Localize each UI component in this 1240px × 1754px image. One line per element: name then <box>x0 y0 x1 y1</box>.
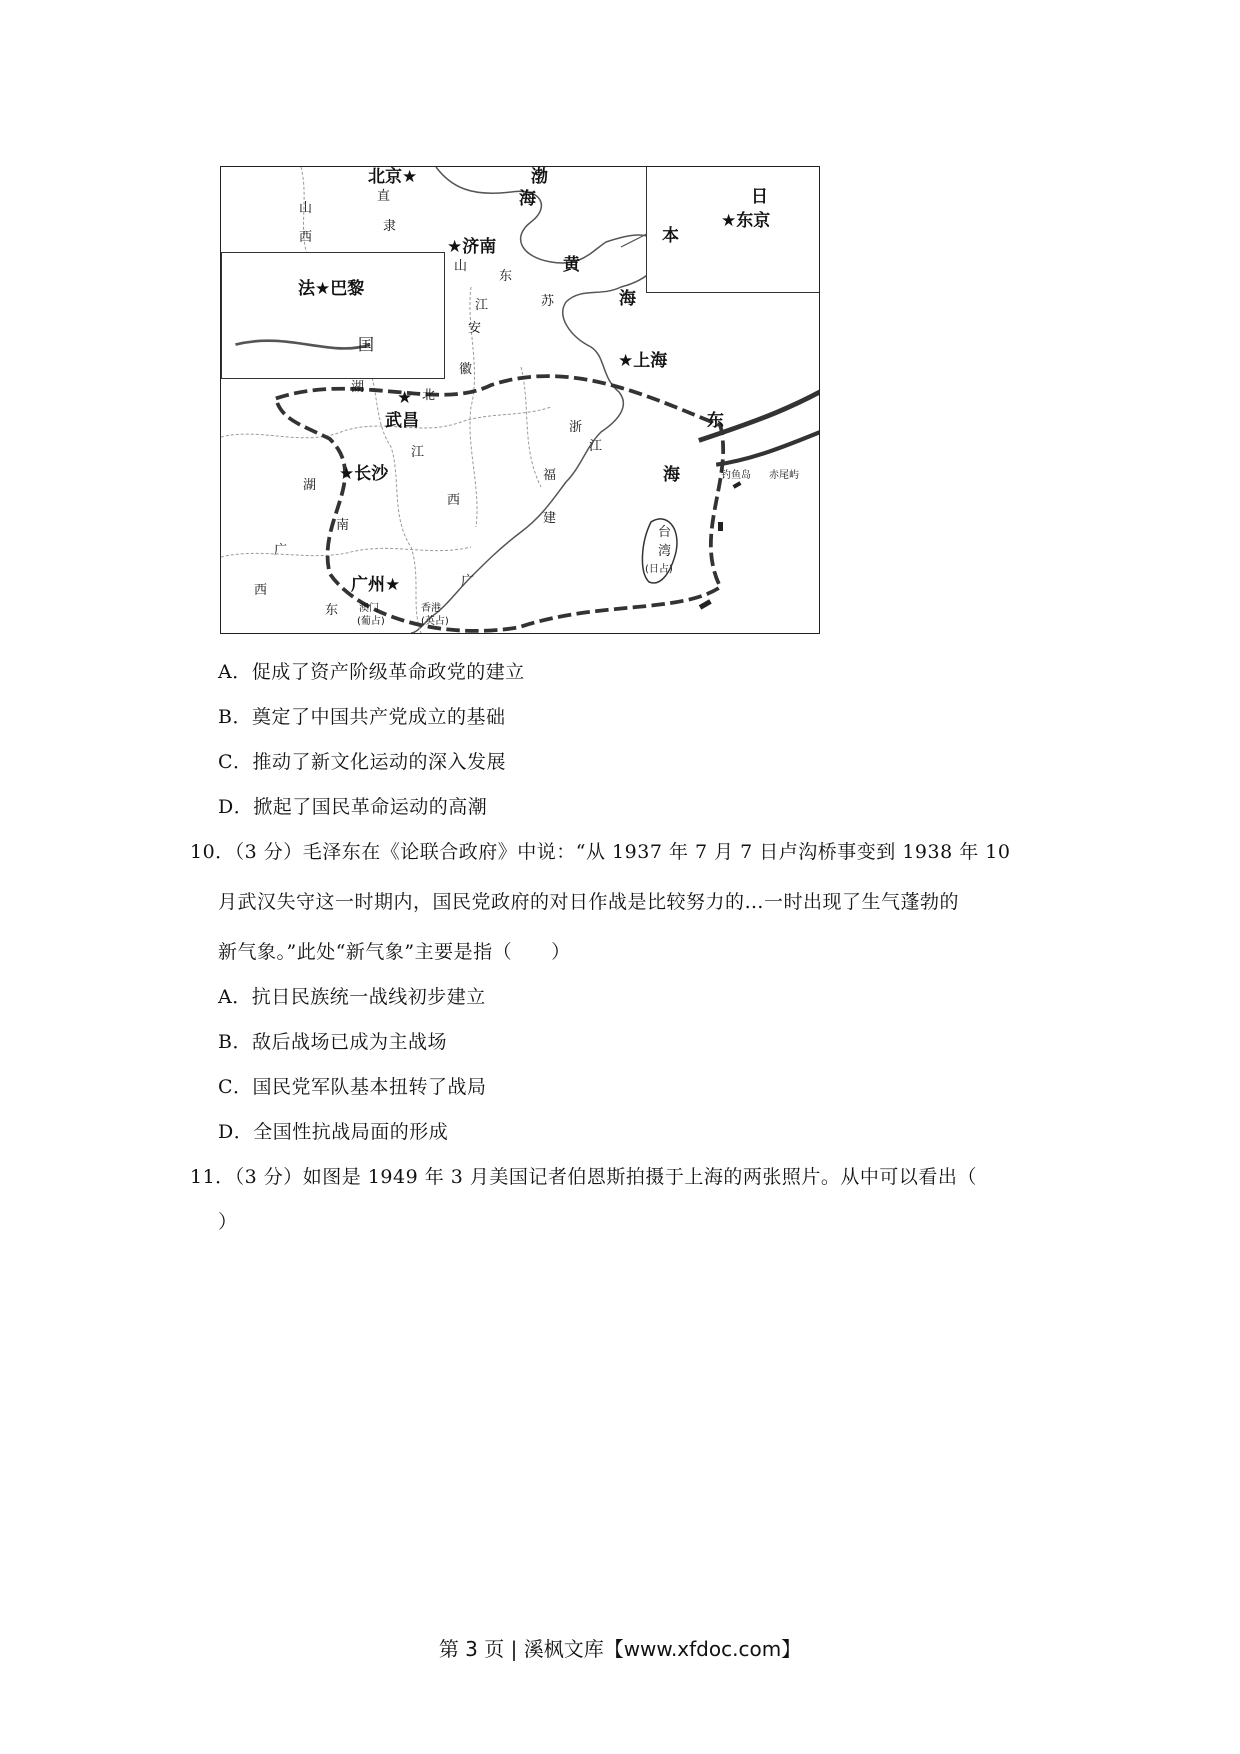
city-tokyo: ★东京 <box>721 211 771 231</box>
q11-stem-line-1: 11．（3 分）如图是 1949 年 3 月美国记者伯恩斯拍摄于上海的两张照片。从中可以看出（ <box>190 1166 977 1188</box>
city-jinan: ★济南 <box>447 237 497 257</box>
q10-option-c: C．国民党军队基本扭转了战局 <box>218 1076 487 1098</box>
region-macau: 澳门 <box>359 603 379 614</box>
region-guangdong-1: 广 <box>461 574 475 589</box>
region-zhejiang-2: 江 <box>589 439 603 454</box>
sea-east-1: 东 <box>707 411 724 431</box>
region-guangxi-1: 广 <box>274 543 288 558</box>
sea-yellow-1: 黄 <box>563 255 580 275</box>
region-hunan-2: 南 <box>336 518 350 533</box>
region-taiwan-1: 台 <box>658 525 672 540</box>
q9-option-a: A．促成了资产阶级革命政党的建立 <box>218 661 525 683</box>
city-wuchang: 武昌 <box>385 411 419 431</box>
region-anhui-1: 安 <box>468 321 482 336</box>
region-japan-ri: 日 <box>751 187 768 207</box>
q10-stem-line-2: 月武汉失守这一时期内，国民党政府的对日作战是比较努力的…一时出现了生气蓬勃的 <box>218 891 960 913</box>
city-paris: 法★巴黎 <box>298 279 365 299</box>
region-fujian-2: 建 <box>543 511 557 526</box>
city-changsha: ★长沙 <box>339 464 389 484</box>
q9-option-c: C．推动了新文化运动的深入发展 <box>218 751 507 773</box>
city-shanghai: ★上海 <box>618 351 668 371</box>
region-jiangxi-1: 江 <box>411 445 425 460</box>
q9-option-b: B．奠定了中国共产党成立的基础 <box>218 706 506 728</box>
region-hongkong: 香港 <box>421 603 441 614</box>
q11-stem-line-2: ） <box>218 1211 238 1233</box>
region-france-guo: 国 <box>358 335 375 354</box>
region-zhejiang-1: 浙 <box>569 420 583 435</box>
region-guangdong-2: 东 <box>325 603 339 618</box>
region-taiwan-occupied: (日占) <box>645 564 673 575</box>
region-hubei-2: 北 <box>422 388 436 403</box>
region-japan-ben: 本 <box>662 226 679 246</box>
region-jiangsu-2: 苏 <box>541 294 555 309</box>
region-hongkong-occupied: (英占) <box>421 616 449 627</box>
region-guangxi-2: 西 <box>254 583 268 598</box>
region-jiangxi-2: 西 <box>447 493 461 508</box>
region-chiwei: 赤尾屿 <box>769 470 799 481</box>
region-shanxi-1: 山 <box>299 201 313 216</box>
city-beijing: 北京★ <box>368 167 418 187</box>
region-taiwan-2: 湾 <box>658 544 672 559</box>
region-macau-occupied: (葡占) <box>357 616 385 627</box>
q10-option-d: D．全国性抗战局面的形成 <box>218 1121 449 1143</box>
city-guangzhou: 广州★ <box>351 575 401 595</box>
region-zhili-1: 直 <box>377 189 391 204</box>
sea-bohai-1: 渤 <box>531 167 548 187</box>
sea-bohai-2: 海 <box>519 189 536 209</box>
region-fujian-1: 福 <box>543 468 557 483</box>
region-shandong-1: 山 <box>454 259 468 274</box>
region-diaoyu: 钓鱼岛 <box>721 470 751 481</box>
q10-stem-line-3: 新气象。”此处“新气象”主要是指（ ） <box>218 941 571 963</box>
region-zhili-2: 隶 <box>383 219 397 234</box>
region-jiangsu-1: 江 <box>475 298 489 313</box>
q10-option-b: B．敌后战场已成为主战场 <box>218 1031 447 1053</box>
region-anhui-2: 徽 <box>459 362 473 377</box>
france-inset <box>221 252 445 379</box>
region-shandong-2: 东 <box>499 269 513 284</box>
q10-stem-line-1: 10．（3 分）毛泽东在《论联合政府》中说：“从 1937 年 7 月 7 日卢沟桥事变到 1938 年 10 <box>190 841 1011 863</box>
city-wuchang-star: ★ <box>397 388 413 408</box>
page-footer: 第 3 页 | 溪枫文库【www.xfdoc.com】 <box>438 1637 802 1661</box>
region-shanxi-2: 西 <box>299 230 313 245</box>
sea-east-2: 海 <box>663 465 680 485</box>
region-hunan-1: 湖 <box>303 478 317 493</box>
q9-option-d: D．掀起了国民革命运动的高潮 <box>218 796 488 818</box>
region-hubei-1: 湖 <box>351 380 365 395</box>
sea-yellow-2: 海 <box>619 289 636 309</box>
historical-map <box>220 166 820 634</box>
q10-option-a: A．抗日民族统一战线初步建立 <box>218 986 486 1008</box>
